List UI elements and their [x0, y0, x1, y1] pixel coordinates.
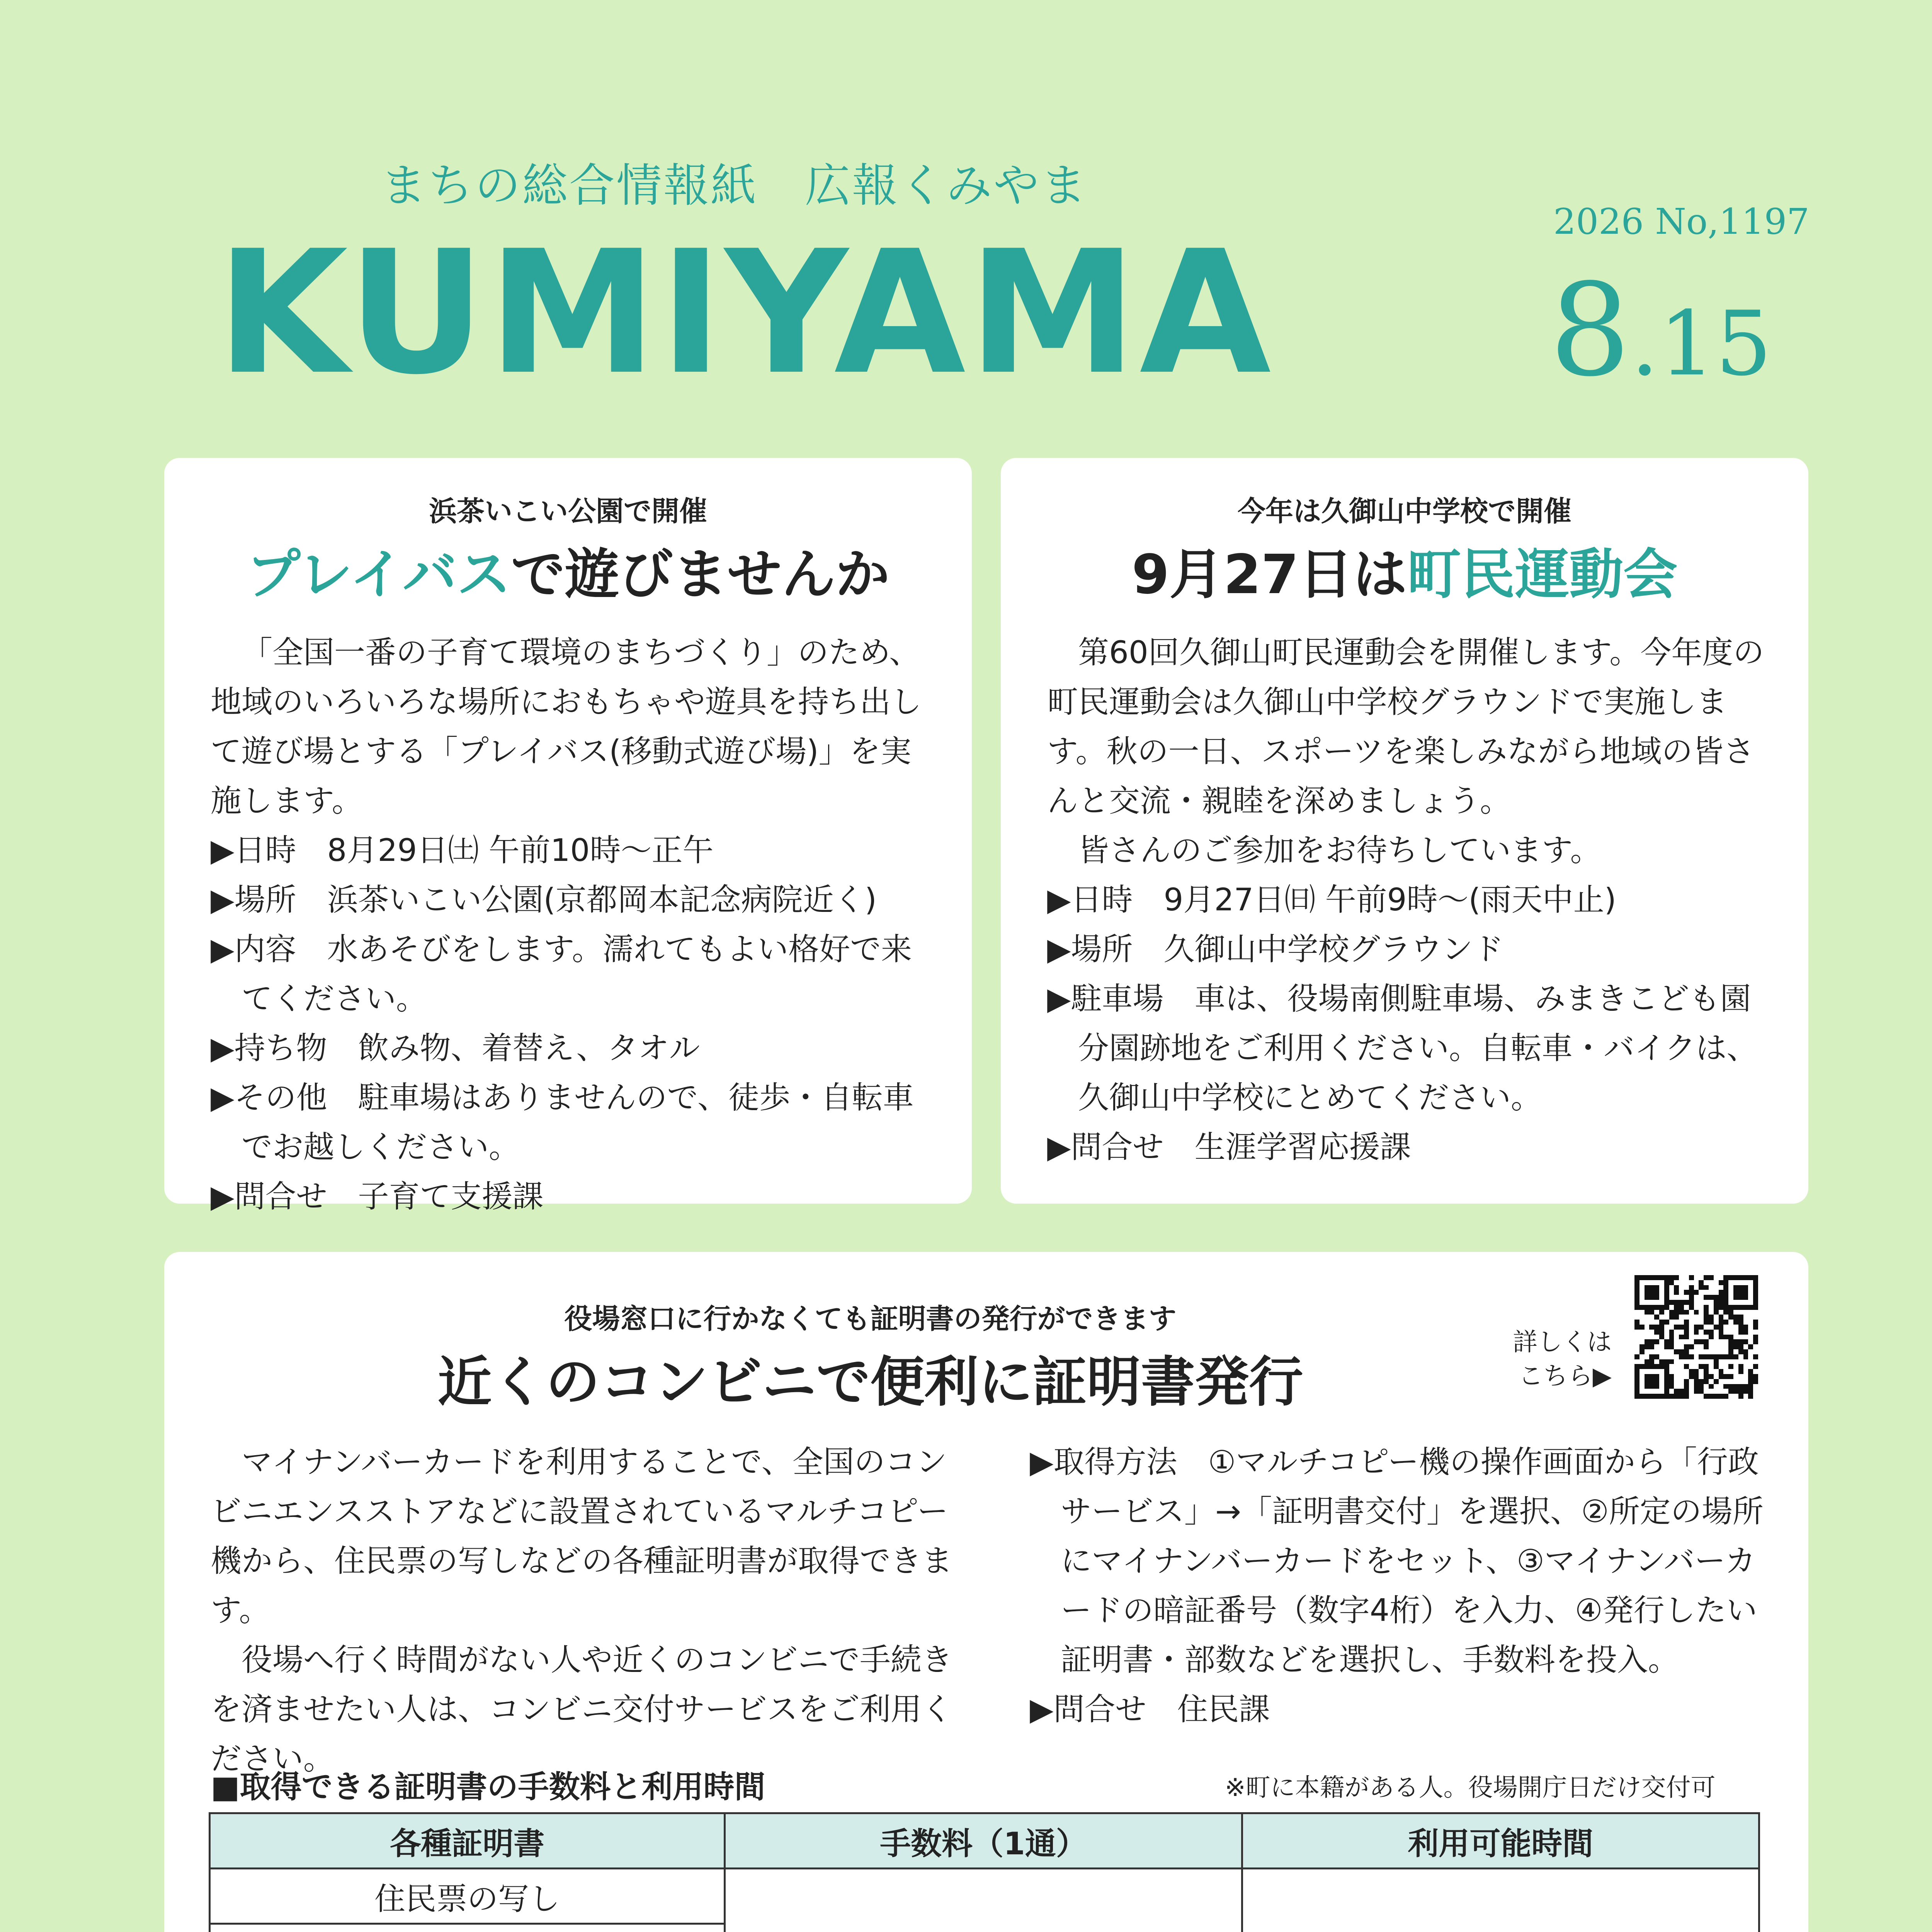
- convenience-method: ▶取得方法 ①マルチコピー機の操作画面から「行政サービス」→「証明書交付」を選択、②所定の場所にマイナンバーカードをセット、③マイナンバーカードの暗証番号（数字4桁）を入力、④発行したい証明書・部数などを選択し、手数料を投入。: [1030, 1444, 1764, 1678]
- sports-intro-2: 皆さんのご参加をお待ちしています。: [1078, 832, 1601, 868]
- table-header-row: [210, 1813, 1759, 1869]
- sports-headline-main: 9月27日は: [1131, 543, 1407, 606]
- qr-label-line1: 詳しくは: [1513, 1328, 1612, 1357]
- issue-number: 2026 No,1197: [1553, 201, 1810, 242]
- sports-item: ▶日時 9月27日㈰ 午前9時～(雨天中止): [1047, 882, 1616, 918]
- sports-headline-accent: 町民運動会: [1407, 543, 1678, 606]
- table-note: ※町に本籍がある人。役場開庁日だけ交付可: [1225, 1774, 1716, 1802]
- playbus-intro: 「全国一番の子育て環境のまちづくり」のため、地域のいろいろな場所におもちゃや遊具を持ち出して遊び場とする「プレイバス(移動式遊び場)」を実施します。: [211, 634, 922, 819]
- sports-kicker: 今年は久御山中学校で開催: [1237, 495, 1571, 527]
- playbus-kicker: 浜茶いこい公園で開催: [429, 495, 707, 527]
- sports-item: ▶場所 久御山中学校グラウンド: [1047, 931, 1504, 967]
- playbus-item: ▶場所 浜茶いこい公園(京都岡本記念病院近く): [211, 882, 877, 918]
- playbus-headline: [164, 531, 972, 609]
- sports-intro: 第60回久御山町民運動会を開催します。今年度の町民運動会は久御山中学校グラウンドで実施します。秋の一日、スポーツを楽しみながら地域の皆さんと交流・親睦を深めましょう。: [1047, 634, 1764, 819]
- convenience-headline: 近くのコンビニで便利に証明書発行: [437, 1351, 1303, 1414]
- issue-day: .15: [1630, 293, 1772, 396]
- table-row: [210, 1869, 1759, 1924]
- playbus-item: ▶日時 8月29日㈯ 午前10時～正午: [211, 832, 714, 868]
- fee-table: [209, 1812, 1760, 1932]
- playbus-item: ▶内容 水あそびをします。濡れてもよい格好で来てください。: [211, 931, 912, 1017]
- playbus-card: [164, 458, 972, 1214]
- playbus-headline-accent: プレイバス: [246, 543, 511, 606]
- table-title: ■取得できる証明書の手数料と利用時間: [211, 1769, 765, 1805]
- playbus-item: ▶持ち物 飲み物、着替え、タオル: [211, 1030, 700, 1066]
- table-cell-time: [1242, 1869, 1759, 1932]
- convenience-left-p2: 役場へ行く時間がない人や近くのコンビニで手続きを済ませたい人は、コンビニ交付サービスをご利用ください。: [211, 1642, 952, 1777]
- playbus-item: ▶問合せ 子育て支援課: [211, 1179, 544, 1214]
- convenience-contact: ▶問合せ 住民課: [1030, 1691, 1270, 1727]
- qr-code-icon[interactable]: [1634, 1275, 1758, 1399]
- sports-item: ▶問合せ 生涯学習応援課: [1047, 1129, 1411, 1165]
- issue-date: [1549, 256, 1772, 405]
- table-header: 手数料（1通）: [725, 1813, 1242, 1869]
- convenience-kicker: 役場窓口に行かなくても証明書の発行ができます: [564, 1303, 1177, 1335]
- tagline: まちの総合情報紙 広報くみやま: [380, 159, 1088, 212]
- table-header: 利用可能時間: [1242, 1813, 1759, 1869]
- convenience-left-p1: マイナンバーカードを利用することで、全国のコンビニエンスストアなどに設置されているマルチコピー機から、住民票の写しなどの各種証明書が取得できます。: [211, 1444, 952, 1628]
- brand-title: KUMIYAMA: [216, 214, 1274, 412]
- table-header: 各種証明書: [210, 1813, 725, 1869]
- playbus-item: ▶その他 駐車場はありませんので、徒歩・自転車でお越しください。: [211, 1080, 914, 1165]
- qr-label-line2: こちら▶: [1518, 1362, 1612, 1391]
- convenience-left-body: [211, 1437, 960, 1784]
- sports-card: [1001, 458, 1808, 1204]
- table-cell-doc: [210, 1924, 725, 1932]
- convenience-right-body: [1030, 1437, 1772, 1734]
- sports-headline: [1001, 531, 1808, 609]
- playbus-body: [211, 628, 929, 1221]
- sports-item: ▶駐車場 車は、役場南側駐車場、みまきこども園分園跡地をご利用ください。自転車・バイクは、久御山中学校にとめてください。: [1047, 981, 1758, 1116]
- playbus-headline-rest: で遊びませんか: [511, 543, 890, 606]
- qr-label: [1513, 1325, 1612, 1393]
- issue-month: 8: [1549, 256, 1631, 405]
- table-cell-fee: [725, 1869, 1242, 1932]
- table-cell-doc: 住民票の写し: [210, 1869, 725, 1924]
- sports-body: [1047, 628, 1766, 1172]
